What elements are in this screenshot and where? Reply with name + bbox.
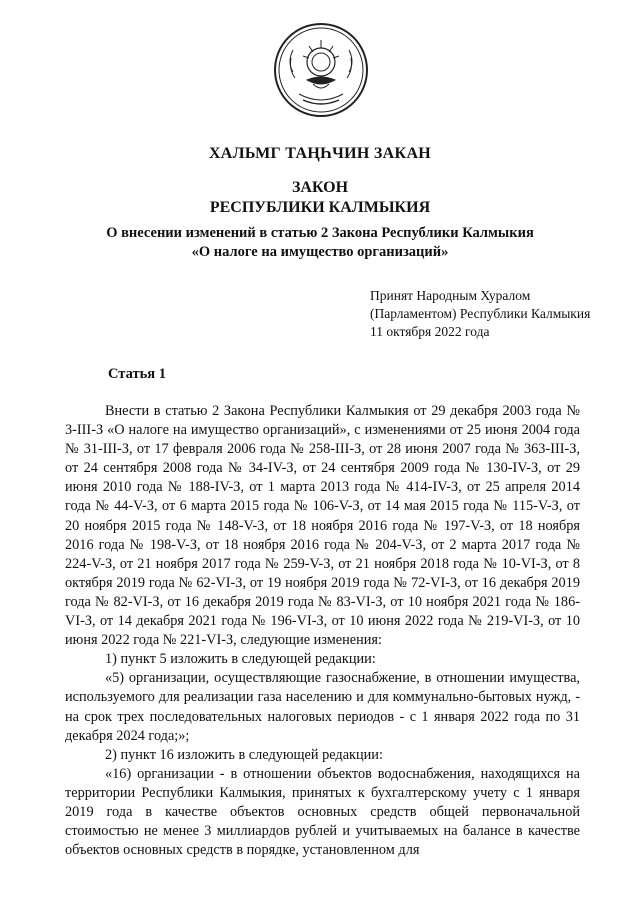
adoption-line1: Принят Народным Хуралом (370, 288, 531, 303)
article-body (65, 402, 580, 860)
paragraph-item1-text: «5) организации, осуществляющие газоснабжение, в отношении имущества, используемого для реализации газа населению и для коммунально-бытовых нужд, - на срок трех последовательных налоговых периодов - с 1 января 2022 года по 31 декабря 2024 года;»; (65, 670, 580, 744)
adoption-date: 11 октября 2022 года (370, 324, 490, 339)
paragraph-item2-text: «16) организации - в отношении объектов водоснабжения, находящихся на территории Республики Калмыкия, принятых к бухгалтерскому учету с 1 января 2019 года в качестве объектов основных средств общей первоначальной стоимостью не менее 3 миллиардов рублей и учитываемых на балансе в качестве объектов основных средств в порядке, установленном для (65, 765, 580, 859)
article-heading: Статья 1 (108, 366, 166, 382)
title-zakon: ЗАКОН (291, 179, 349, 196)
title-kalmyk: ХАЛЬМГ ТАҢҺЧИН ЗАКАН (208, 145, 432, 162)
subtitle-line1: О внесении изменений в статью 2 Закона Республики Калмыкия (106, 225, 534, 241)
subtitle-line2: «О налоге на имущество организаций» (191, 244, 449, 260)
paragraph-intro: Внести в статью 2 Закона Республики Калмыкия от 29 декабря 2003 года № 3-III-З «О налоге на имущество организаций», с изменениями от 25 июня 2004 года № 31-III-З, от 17 февраля 2006 года № 258-III-З, от 28 июня 2007 года № 363-III-З, от 24 сентября 2008 года № 34-IV-З, от 24 сентября 2009 года № 130-IV-З, от 29 июня 2010 года № 188-IV-З, от 1 марта 2013 года № 414-IV-З, от 25 апреля 2014 года № 44-V-З, от 6 марта 2015 года № 106-V-З, от 14 мая 2015 года № 115-V-З, от 20 ноября 2015 года № 148-V-З, от 18 ноября 2016 года № 197-V-З, от 18 ноября 2016 года № 198-V-З, от 18 ноября 2016 года № 204-V-З, от 2 марта 2017 года № 224-V-З, от 21 ноября 2017 года № 259-V-З, от 21 ноября 2018 года № 10-VI-З, от 8 октября 2019 года № 62-VI-З, от 19 ноября 2019 года № 72-VI-З, от 16 декабря 2019 года № 82-VI-З, от 16 декабря 2019 года № 83-VI-З, от 10 ноября 2021 года № 186-VI-З, от 14 декабря 2021 года № 196-VI-З, от 10 июня 2022 года № 219-VI-З, от 10 июня 2022 года № 221-VI-З, следующие изменения: (65, 403, 580, 649)
kalmykia-emblem-icon (273, 22, 369, 118)
adoption-note (370, 287, 600, 341)
paragraph-item2: 2) пункт 16 изложить в следующей редакции: (105, 746, 383, 763)
adoption-line2: (Парламентом) Республики Калмыкия (370, 306, 591, 321)
paragraph-item1: 1) пункт 5 изложить в следующей редакции: (105, 651, 376, 668)
title-republic: РЕСПУБЛИКИ КАЛМЫКИЯ (209, 199, 431, 216)
